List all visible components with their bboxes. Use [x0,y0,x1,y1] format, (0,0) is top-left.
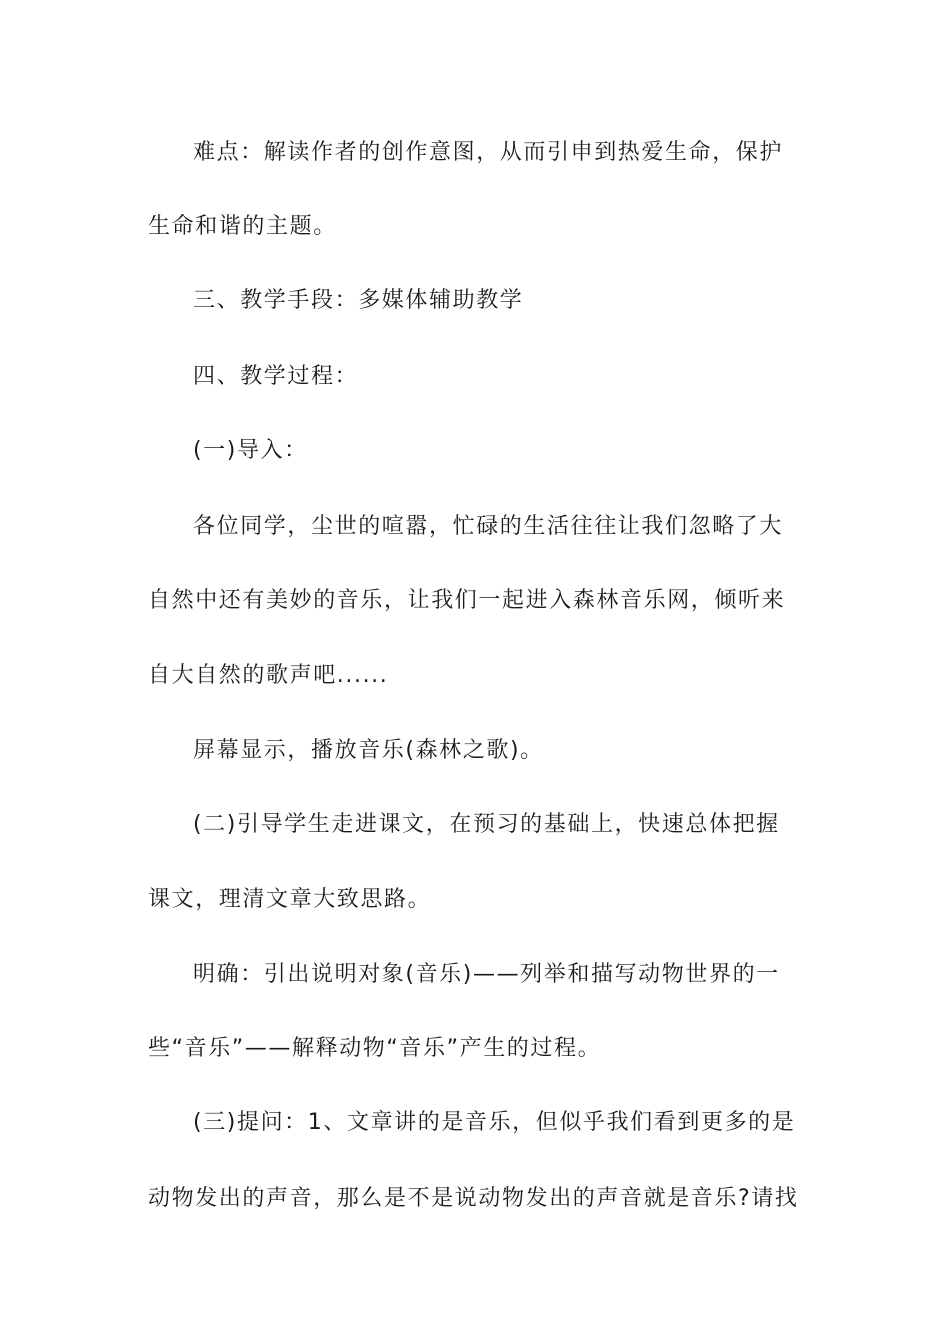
text-line-intro-1: 各位同学，尘世的喧嚣，忙碌的生活往往让我们忽略了大 [193,514,784,539]
subheading-question: (三)提问：1、文章讲的是音乐，但似乎我们看到更多的是 [193,1110,796,1135]
text-line-question-cont: 动物发出的声音，那么是不是说动物发出的声音就是音乐?请找 [148,1186,799,1211]
heading-teaching-process: 四、教学过程： [193,364,359,389]
text-line-clarify-1: 明确：引出说明对象(音乐)——列举和描写动物世界的一 [193,962,780,987]
text-line-screen-display: 屏幕显示，播放音乐(森林之歌)。 [193,738,544,763]
subheading-guide-students: (二)引导学生走进课文，在预习的基础上，快速总体把握 [193,812,780,837]
text-line-guide-cont: 课文，理清文章大致思路。 [148,887,432,912]
text-line-intro-3: 自大自然的歌声吧...... [148,663,389,688]
text-line-intro-2: 自然中还有美妙的音乐，让我们一起进入森林音乐网，倾听来 [148,588,786,613]
text-line-difficulty: 难点：解读作者的创作意图，从而引申到热爱生命，保护 [193,140,784,165]
subheading-intro: (一)导入： [193,438,308,463]
text-line-clarify-2: 些“音乐”——解释动物“音乐”产生的过程。 [148,1036,602,1061]
heading-teaching-means: 三、教学手段：多媒体辅助教学 [193,288,524,313]
text-line-difficulty-cont: 生命和谐的主题。 [148,214,337,239]
